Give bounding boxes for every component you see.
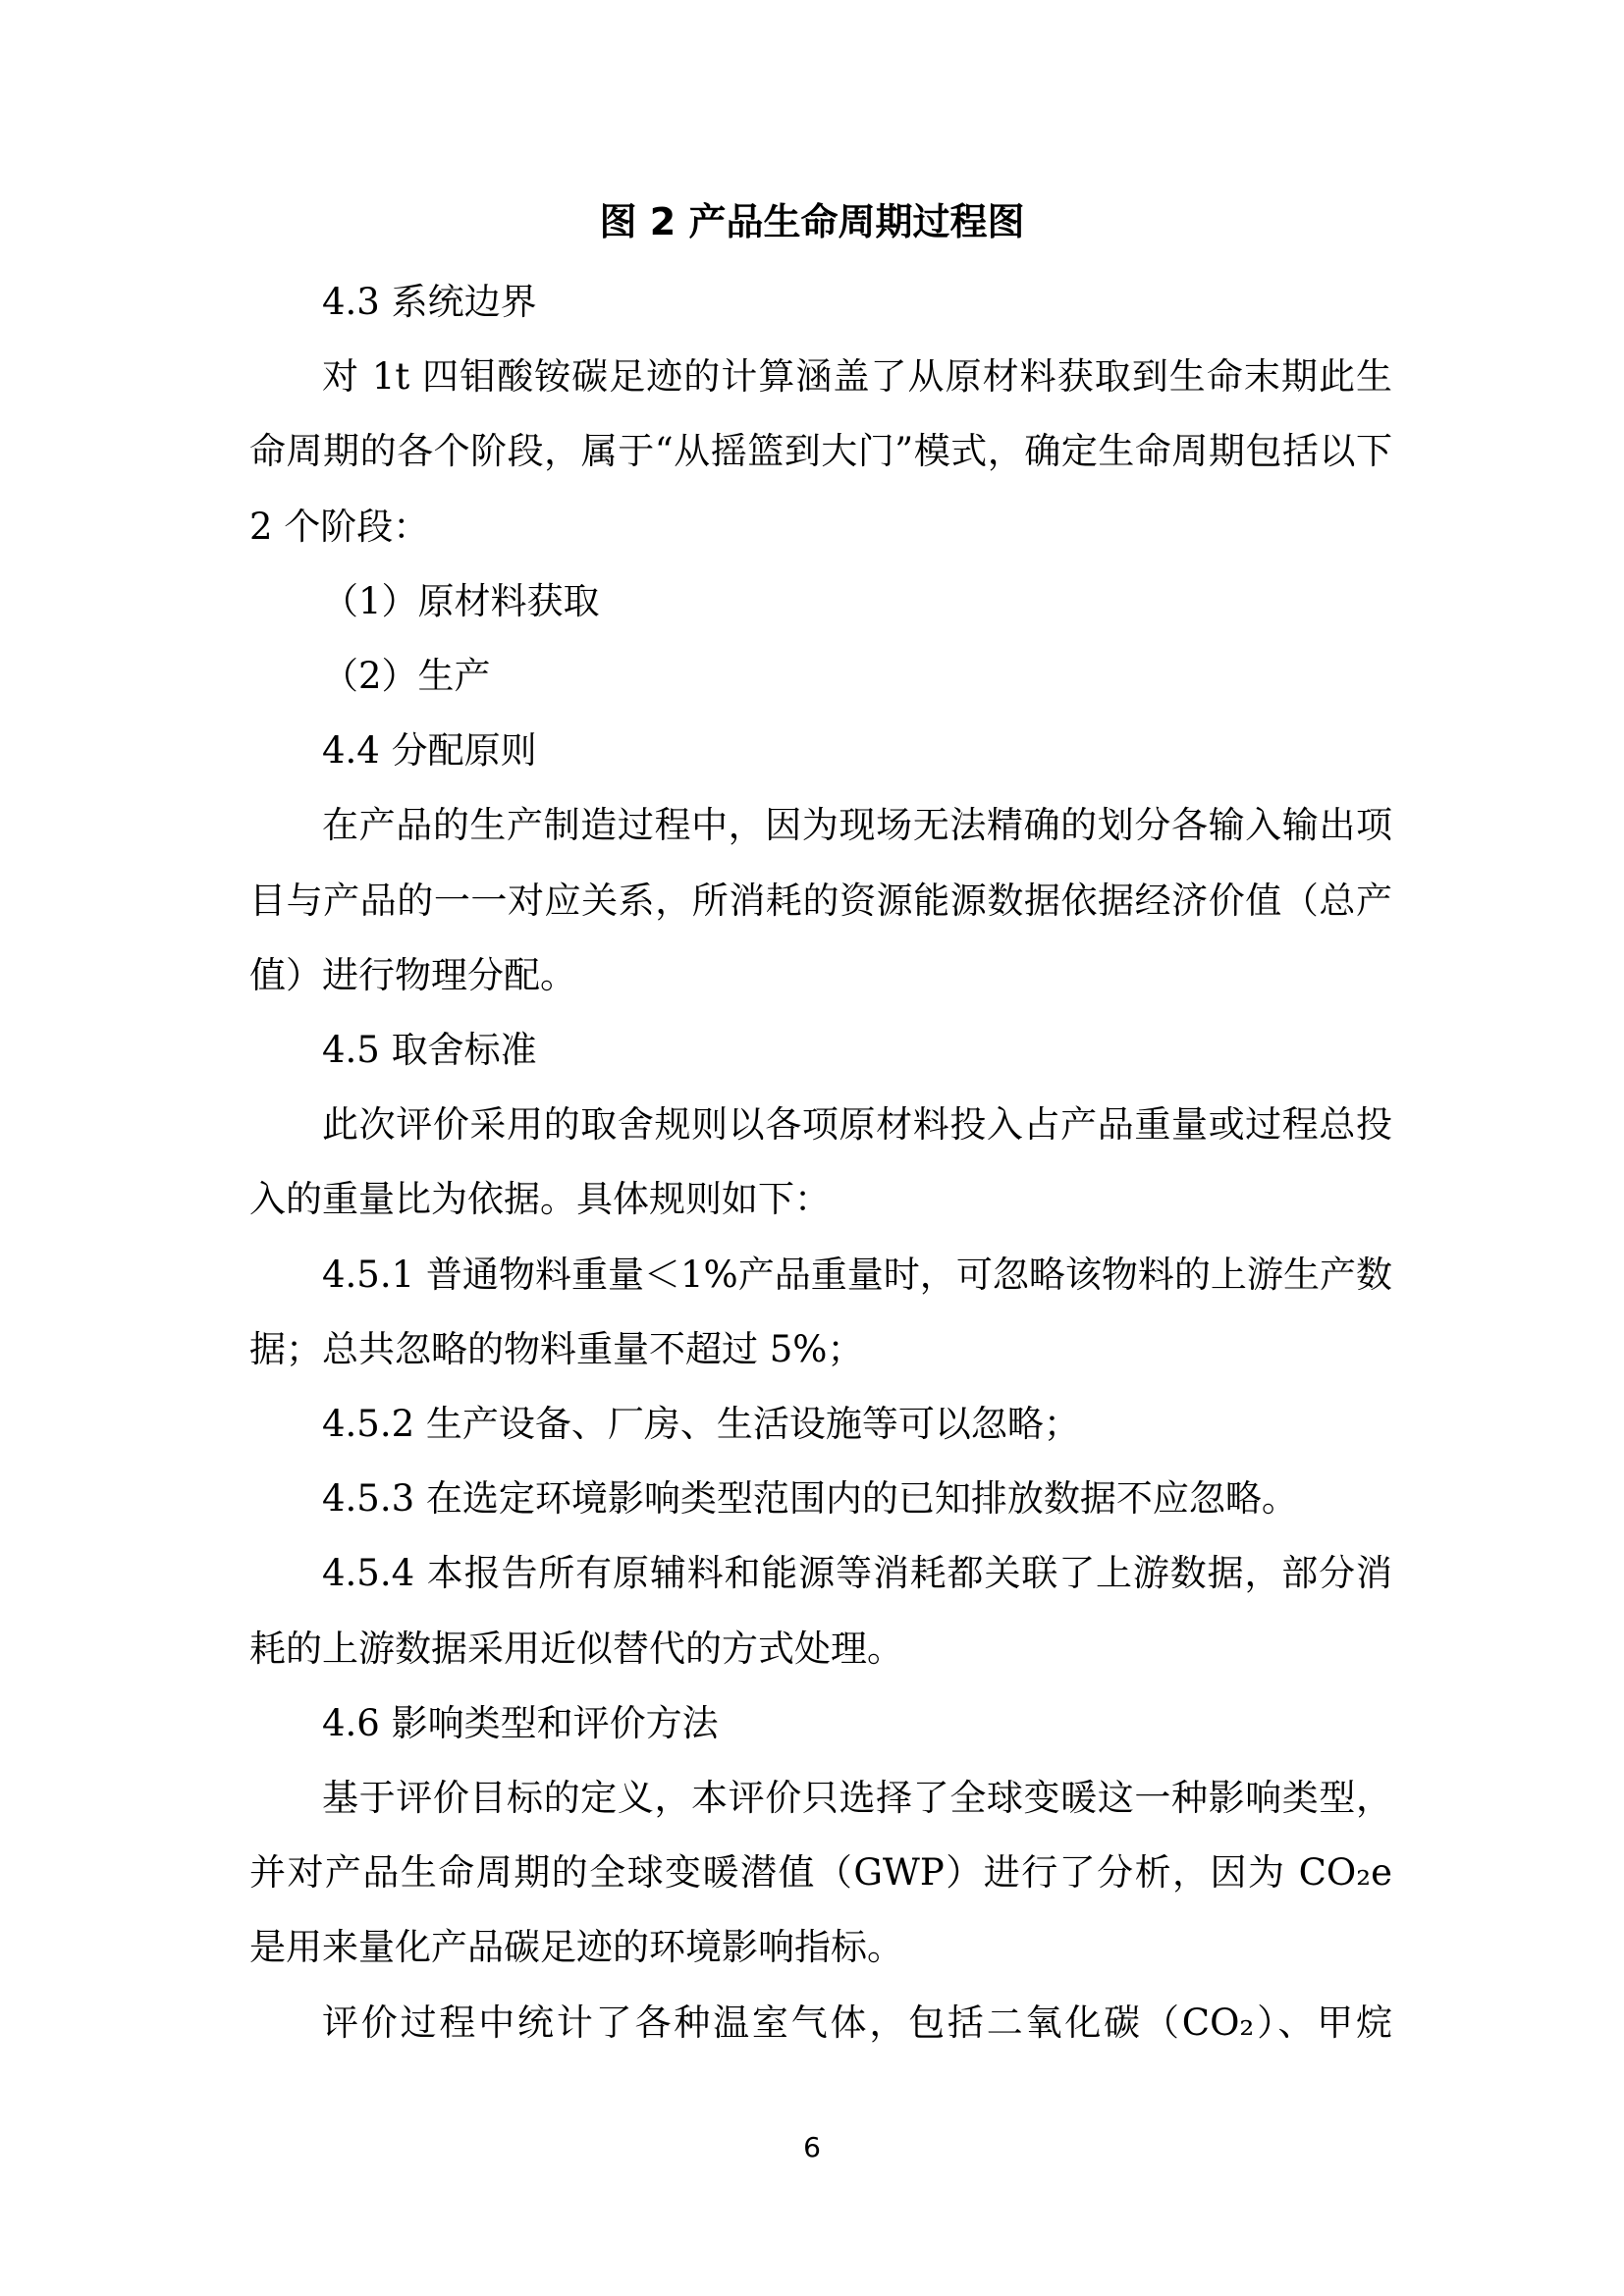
list-item-raw-material: （1）原材料获取 [322, 579, 600, 622]
section-heading-4-6: 4.6 影响类型和评价方法 [322, 1701, 719, 1744]
paragraph-greenhouse-gases: 评价过程中统计了各种温室气体，包括二氧化碳（CO₂）、甲烷 [322, 2001, 1392, 2044]
list-item-production: （2）生产 [322, 655, 491, 698]
section-heading-4-4: 4.4 分配原则 [322, 729, 537, 773]
body-text [249, 265, 1392, 2060]
page-number: 6 [803, 2131, 821, 2163]
section-heading-4-3: 4.3 系统边界 [322, 281, 537, 323]
rule-4-5-4: 4.5.4 本报告所有原辅料和能源等消耗都关联了上游数据，部分消耗的上游数据采用近似替代的方式处理。 [249, 1552, 1392, 1670]
figure-caption: 图 2 产品生命周期过程图 [599, 200, 1025, 243]
rule-4-5-2: 4.5.2 生产设备、厂房、生活设施等可以忽略； [322, 1403, 1080, 1446]
paragraph-cutoff-rules: 此次评价采用的取舍规则以各项原材料投入占产品重量或过程总投入的重量比为依据。具体规则如下： [249, 1103, 1392, 1221]
section-heading-4-5: 4.5 取舍标准 [322, 1029, 537, 1072]
rule-4-5-1: 4.5.1 普通物料重量＜1%产品重量时，可忽略该物料的上游生产数据；总共忽略的物料重量不超过 5%； [249, 1253, 1392, 1370]
paragraph-allocation: 在产品的生产制造过程中，因为现场无法精确的划分各输入输出项目与产品的一一对应关系，所消耗的资源能源数据依据经济价值（总产值）进行物理分配。 [249, 804, 1392, 996]
paragraph-system-boundary: 对 1t 四钼酸铵碳足迹的计算涵盖了从原材料获取到生命末期此生命周期的各个阶段，属于“从摇篮到大门”模式，确定生命周期包括以下 2 个阶段： [249, 355, 1392, 548]
rule-4-5-3: 4.5.3 在选定环境影响类型范围内的已知排放数据不应忽略。 [322, 1477, 1298, 1521]
paragraph-impact-category: 基于评价目标的定义，本评价只选择了全球变暖这一种影响类型，并对产品生命周期的全球变暖潜值（GWP）进行了分析，因为 CO₂e 是用来量化产品碳足迹的环境影响指标。 [249, 1777, 1392, 1969]
